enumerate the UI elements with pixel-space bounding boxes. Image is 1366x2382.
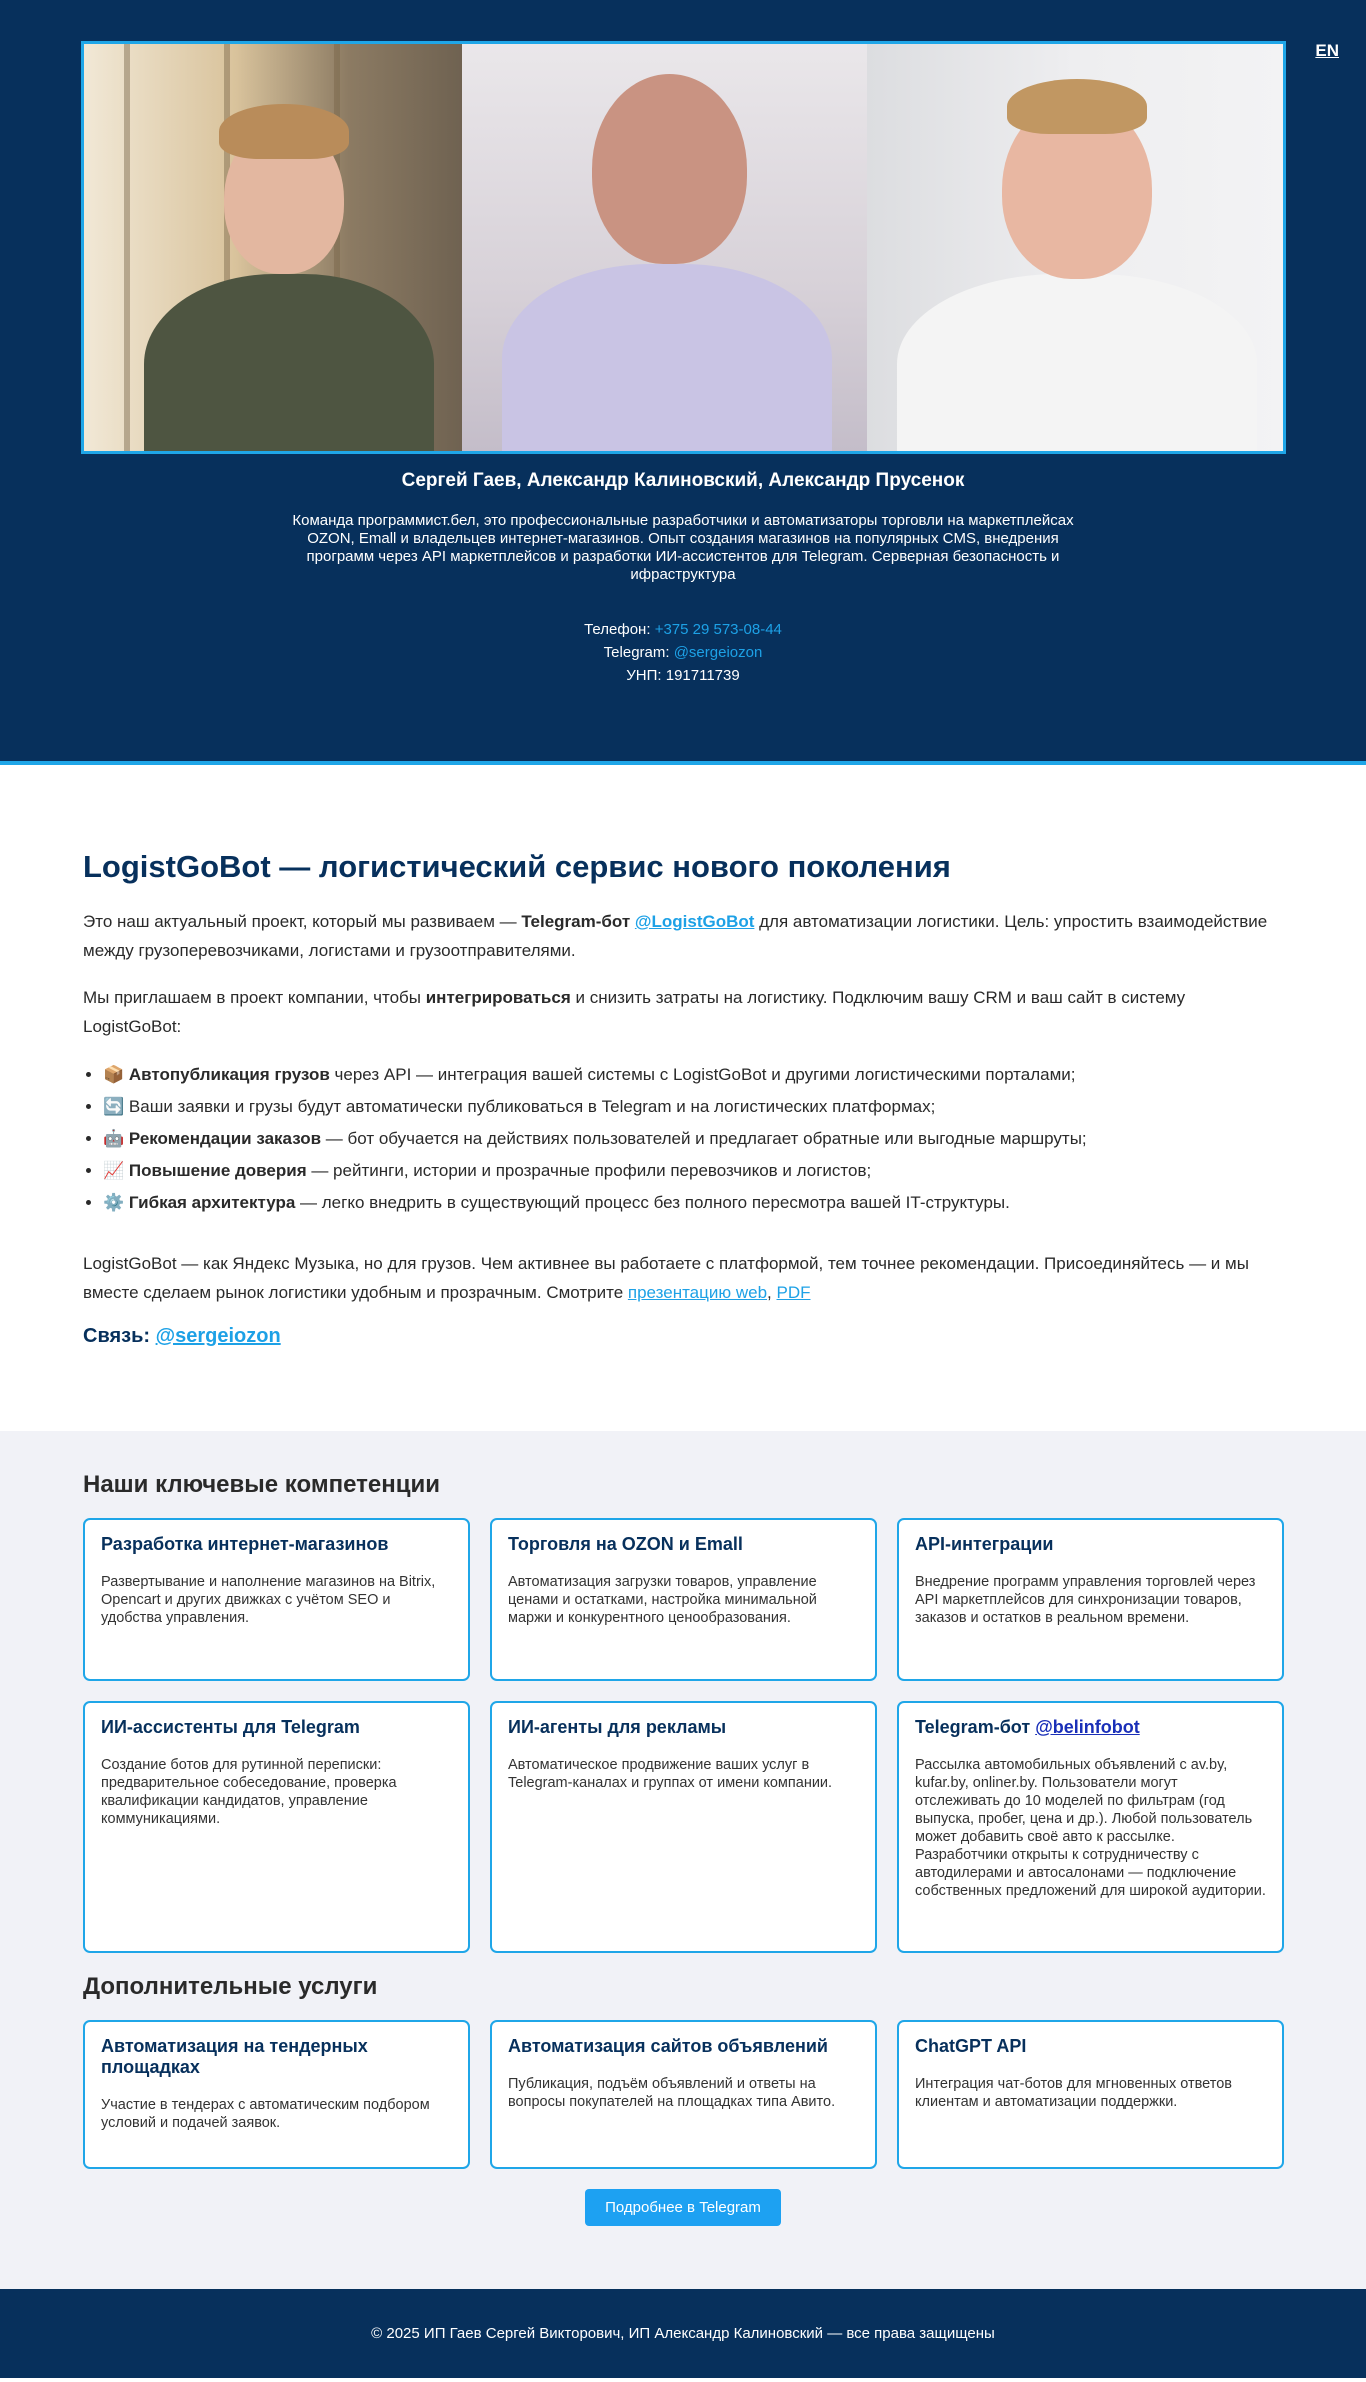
card-text: Публикация, подъём объявлений и ответы на вопросы покупателей на площадках типа Авито. xyxy=(508,2076,836,2110)
feature-text: — рейтинги, истории и прозрачные профили перевозчиков и логистов; xyxy=(306,1161,872,1180)
telegram-row xyxy=(0,641,1366,664)
service-card xyxy=(83,1701,470,1953)
list-item xyxy=(103,1187,1283,1219)
intro-text: Это наш актуальный проект, который мы развиваем — xyxy=(83,912,517,931)
list-item xyxy=(103,1123,1283,1155)
footer xyxy=(0,2289,1366,2378)
contact-label: Связь: xyxy=(83,1325,151,1347)
box-icon: 📦 xyxy=(103,1065,125,1084)
feature-bold: Рекомендации заказов xyxy=(128,1129,322,1148)
competencies-row-1 xyxy=(83,1518,1283,1681)
telegram-label: Telegram: xyxy=(603,644,670,661)
card-title: Разработка интернет-магазинов xyxy=(101,1534,389,1554)
project-summary xyxy=(83,1249,1283,1307)
additional-title: Дополнительные услуги xyxy=(83,1973,378,2000)
competencies-row-2 xyxy=(83,1701,1283,1953)
additional-row xyxy=(83,2020,1283,2169)
invite-text-end: и снизить затраты на логистику. Подключим вашу CRM и ваш сайт в систему LogistGoBot: xyxy=(83,988,1186,1036)
belinfobot-link[interactable]: @belinfobot xyxy=(1035,1717,1140,1737)
service-card xyxy=(490,1518,877,1681)
gear-icon: ⚙️ xyxy=(103,1193,125,1212)
feature-text: через API — интеграция вашей системы с LogistGoBot и другими логистическими порталами; xyxy=(329,1065,1076,1084)
phone-link[interactable]: +375 29 573-08-44 xyxy=(654,621,782,638)
feature-text: — бот обучается на действиях пользователей и предлагает обратные или выгодные маршруты; xyxy=(321,1129,1087,1148)
presentation-web-link[interactable]: презентацию web xyxy=(627,1283,768,1302)
card-title: ИИ-ассистенты для Telegram xyxy=(101,1717,360,1737)
feature-bold: Автопубликация грузов xyxy=(128,1065,330,1084)
separator: , xyxy=(767,1283,772,1302)
feature-text: — легко внедрить в существующий процесс без полного пересмотра вашей IT-структуры. xyxy=(295,1193,1010,1212)
card-title-text: Telegram-бот xyxy=(915,1717,1031,1737)
card-text: Автоматизация загрузки товаров, управление ценами и остатками, настройка минимальной маржи и конкурентного ценообразования. xyxy=(508,1574,817,1626)
card-text: Автоматическое продвижение ваших услуг в Telegram-каналах и группах от имени компании. xyxy=(508,1757,833,1791)
contact-line xyxy=(83,1325,1283,1348)
service-card xyxy=(897,1701,1284,1953)
card-text: Участие в тендерах с автоматическим подбором условий и подачей заявок. xyxy=(101,2097,430,2131)
service-card xyxy=(490,1701,877,1953)
phone-row xyxy=(0,618,1366,641)
service-card xyxy=(83,1518,470,1681)
service-card xyxy=(897,1518,1284,1681)
logistgobot-link[interactable]: @LogistGoBot xyxy=(634,912,755,931)
hero-section xyxy=(0,0,1366,765)
intro-bold: Telegram-бот xyxy=(521,912,631,931)
card-title: Автоматизация на тендерных площадках xyxy=(101,2036,368,2077)
photo-sergei xyxy=(84,44,462,451)
project-intro xyxy=(83,907,1283,965)
refresh-icon: 🔄 xyxy=(103,1097,125,1116)
language-switch[interactable]: EN xyxy=(1315,41,1339,60)
competencies-title: Наши ключевые компетенции xyxy=(83,1471,440,1498)
phone-label: Телефон: xyxy=(584,621,651,638)
more-wrap xyxy=(83,2189,1283,2226)
presentation-pdf-link[interactable]: PDF xyxy=(776,1283,811,1302)
project-invite xyxy=(83,983,1283,1041)
copyright: © 2025 ИП Гаев Сергей Викторович, ИП Александр Калиновский — все права защищены xyxy=(371,2325,995,2342)
project-section xyxy=(0,765,1366,1431)
card-title: Автоматизация сайтов объявлений xyxy=(508,2036,828,2056)
invite-bold: интегрироваться xyxy=(425,988,571,1007)
list-item xyxy=(103,1155,1283,1187)
feature-list xyxy=(103,1059,1283,1219)
service-card xyxy=(490,2020,877,2169)
card-title: ИИ-агенты для рекламы xyxy=(508,1717,727,1737)
intro-text-end: для автоматизации логистики. Цель: упростить взаимодействие между грузоперевозчиками, логистами и грузоотправителями. xyxy=(83,912,1268,960)
list-item xyxy=(103,1059,1283,1091)
card-text: Развертывание и наполнение магазинов на Bitrix, Opencart и других движках с учётом SEO и удобства управления. xyxy=(101,1574,436,1626)
summary-text: LogistGoBot — как Яндекс Музыка, но для грузов. Чем активнее вы работаете с платформой, тем точнее рекомендации. Присоединяйтесь — и мы вместе сделаем рынок логистики удобным и прозрачным. Смотрите xyxy=(83,1254,1249,1302)
card-title xyxy=(915,1717,1266,1738)
card-text: Рассылка автомобильных объявлений с av.by, kufar.by, onliner.by. Пользователи могут отслеживать до 10 моделей по фильтрам (год выпуска, пробег, цена и др.). Любой пользователь может добавить своё авто к рассылке. Разработчики открыты к сотрудничеству с автодилерами и автосалонами — подключение собственных предложений для широкой аудитории. xyxy=(915,1757,1266,1899)
contact-telegram-link[interactable]: @sergeiozon xyxy=(155,1325,281,1347)
project-title: LogistGoBot — логистический сервис нового поколения xyxy=(83,849,951,884)
team-photo xyxy=(81,41,1286,454)
team-description: Команда программист.бел, это профессиональные разработчики и автоматизаторы торговли на маркетплейсах OZON, Emall и владельцев интернет-магазинов. Опыт создания магазинов на популярных CMS, внедрения программ через API маркетплейсов и разработки ИИ-ассистентов для Telegram. Серверная безопасность и ифраструктура xyxy=(292,512,1074,583)
card-title: ChatGPT API xyxy=(915,2036,1027,2056)
contacts-block xyxy=(0,618,1366,687)
services-section xyxy=(0,1431,1366,2289)
card-text: Интеграция чат-ботов для мгновенных ответов клиентам и автоматизации поддержки. xyxy=(915,2076,1232,2110)
list-item xyxy=(103,1091,1283,1123)
photo-alexander-k xyxy=(462,44,867,451)
invite-text: Мы приглашаем в проект компании, чтобы xyxy=(83,988,421,1007)
card-text: Внедрение программ управления торговлей через API маркетплейсов для синхронизации товаров, заказов и остатков в реальном времени. xyxy=(915,1574,1256,1626)
card-title: API-интеграции xyxy=(915,1534,1054,1554)
team-names: Сергей Гаев, Александр Калиновский, Александр Прусенок xyxy=(401,470,965,491)
service-card xyxy=(83,2020,470,2169)
feature-bold: Гибкая архитектура xyxy=(128,1193,296,1212)
robot-icon: 🤖 xyxy=(103,1129,125,1148)
service-card xyxy=(897,2020,1284,2169)
chart-up-icon: 📈 xyxy=(103,1161,125,1180)
telegram-link[interactable]: @sergeiozon xyxy=(673,644,763,661)
card-text: Создание ботов для рутинной переписки: предварительное собеседование, проверка квалификации кандидатов, управление коммуникациями. xyxy=(101,1757,397,1827)
photo-alexander-p xyxy=(867,44,1283,451)
telegram-more-button[interactable]: Подробнее в Telegram xyxy=(585,2189,781,2226)
unp: УНП: 191711739 xyxy=(626,667,740,684)
card-title: Торговля на OZON и Emall xyxy=(508,1534,743,1554)
feature-bold: Повышение доверия xyxy=(128,1161,307,1180)
feature-text: Ваши заявки и грузы будут автоматически публиковаться в Telegram и на логистических платформах; xyxy=(124,1097,936,1116)
